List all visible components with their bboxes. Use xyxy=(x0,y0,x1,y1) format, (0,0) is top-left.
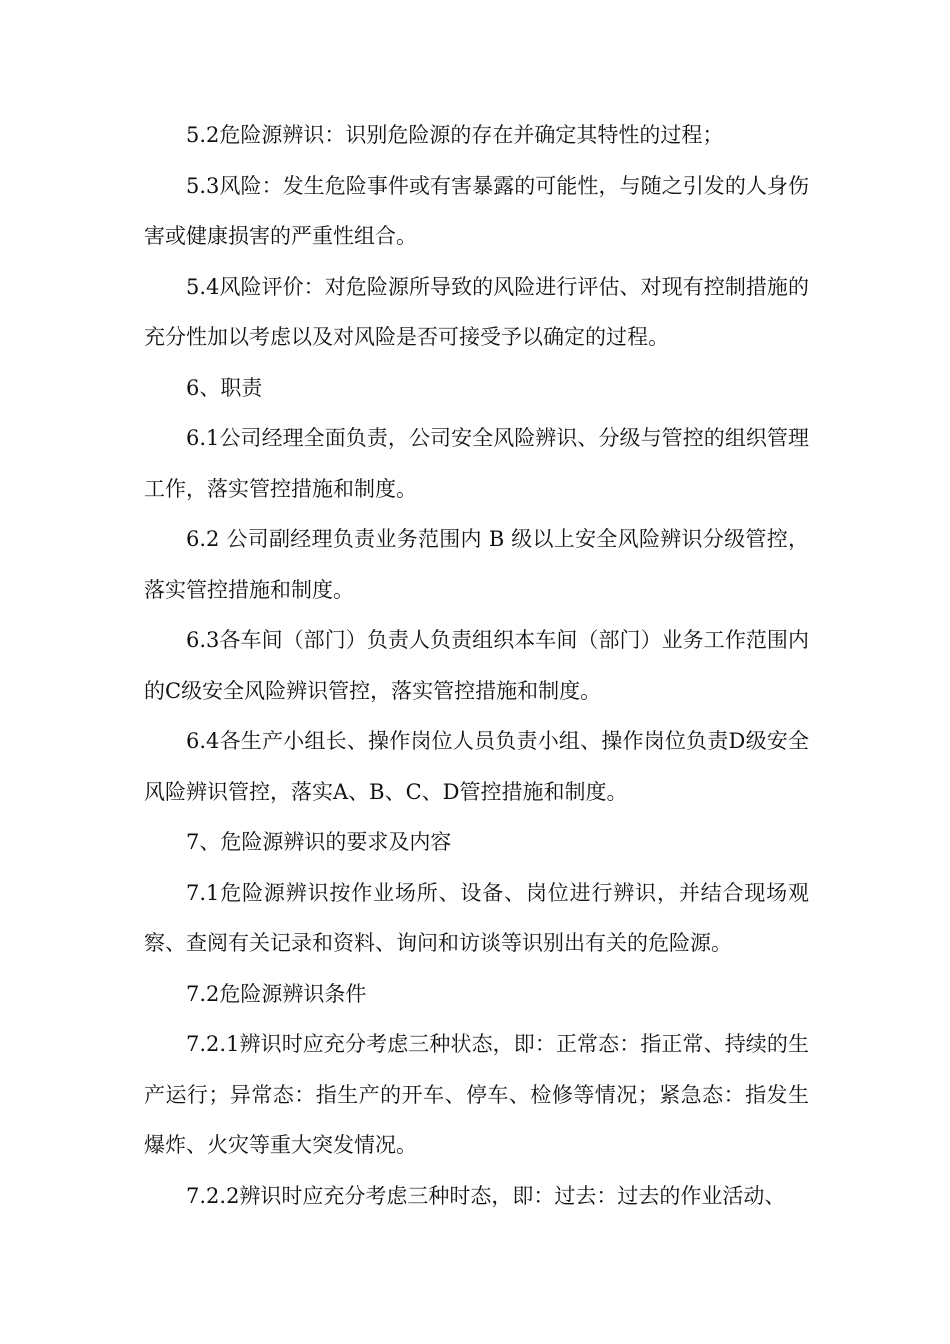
section-heading-6-responsibilities: 6、职责 xyxy=(186,375,263,400)
section-heading-7-requirements: 7、危险源辨识的要求及内容 xyxy=(186,830,452,854)
paragraph-5-3-risk: 5.3风险：发生危险事件或有害暴露的可能性，与随之引发的人身伤害或健康损害的严重性组合。 xyxy=(144,173,809,248)
paragraph-5-4-risk-evaluation: 5.4风险评价：对危险源所导致的风险进行评估、对现有控制措施的充分性加以考虑以及对风险是否可接受予以确定的过程。 xyxy=(144,274,809,349)
subheading-7-2-conditions: 7.2危险源辨识条件 xyxy=(186,981,367,1006)
paragraph-5-2-hazard-identification: 5.2危险源辨识：识别危险源的存在并确定其特性的过程； xyxy=(186,123,724,147)
paragraph-7-1: 7.1危险源辨识按作业场所、设备、岗位进行辨识，并结合现场观察、查阅有关记录和资料、询问和访谈等识别出有关的危险源。 xyxy=(144,880,809,955)
paragraph-6-1: 6.1公司经理全面负责，公司安全风险辨识、分级与管控的组织管理工作，落实管控措施和制度。 xyxy=(144,426,809,501)
document-body xyxy=(144,110,809,1221)
paragraph-7-2-2: 7.2.2辨识时应充分考虑三种时态，即：过去：过去的作业活动、 xyxy=(186,1183,786,1208)
paragraph-6-3: 6.3各车间（部门）负责人负责组织本车间（部门）业务工作范围内的C级安全风险辨识管控，落实管控措施和制度。 xyxy=(144,628,809,703)
paragraph-6-4: 6.4各生产小组长、操作岗位人员负责小组、操作岗位负责D级安全风险辨识管控，落实A、B、C、D管控措施和制度。 xyxy=(144,729,809,804)
paragraph-7-2-1: 7.2.1辨识时应充分考虑三种状态，即：正常态：指正常、持续的生产运行；异常态：指生产的开车、停车、检修等情况；紧急态：指发生爆炸、火灾等重大突发情况。 xyxy=(144,1032,809,1157)
paragraph-6-2: 6.2 公司副经理负责业务范围内 B 级以上安全风险辨识分级管控，落实管控措施和制度。 xyxy=(144,527,809,602)
